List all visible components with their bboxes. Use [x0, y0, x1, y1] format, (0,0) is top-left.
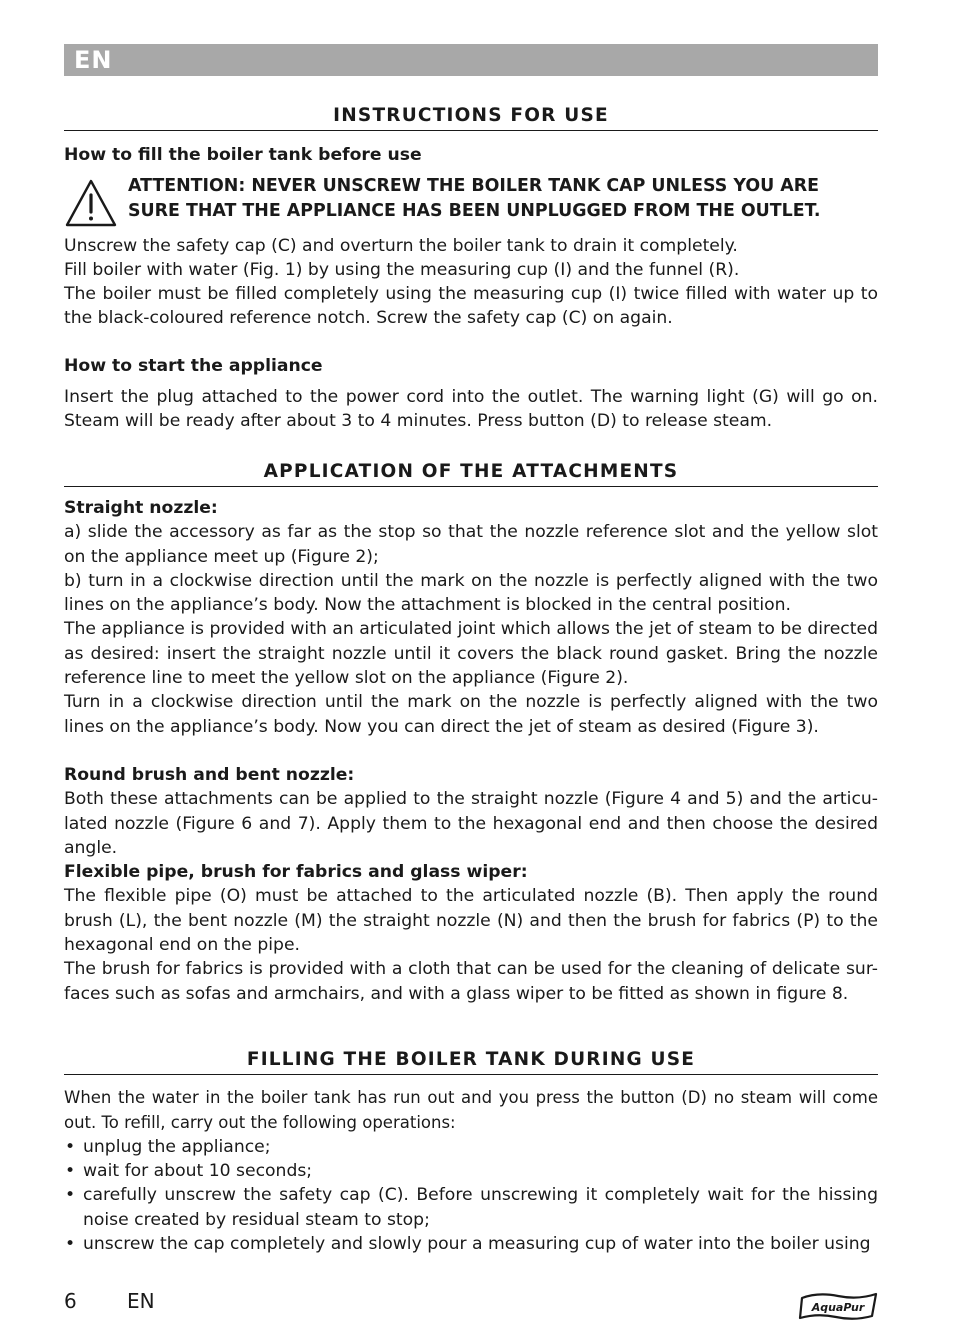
- section-title-instructions: INSTRUCTIONS FOR USE: [64, 104, 878, 131]
- warning-text: [128, 174, 820, 224]
- subtitle-straight-nozzle: Straight nozzle:: [64, 497, 218, 518]
- paragraph-turn: Turn in a clockwise direction until the mark on the nozzle is perfectly aligned with the two lines on the appliance’s body. Now you can direct the jet of steam as desired (Figure 3).: [64, 692, 878, 737]
- language-header-bar: [64, 44, 878, 76]
- logo-text: AquaPur: [811, 1301, 865, 1314]
- warning-line-1: ATTENTION: NEVER UNSCREW THE BOILER TANK CAP UNLESS YOU ARE: [128, 175, 820, 196]
- language-label: EN: [74, 46, 113, 74]
- list-item: • unscrew the cap completely and slowly pour a measuring cup of water into the boiler using: [64, 1232, 878, 1256]
- page-content: [64, 104, 878, 1256]
- refill-steps-list: [64, 1135, 878, 1256]
- paragraph-step-b: b) turn in a clockwise direction until the mark on the nozzle is perfectly aligned with the two lines on the appliance’s body. Now the attachment is blocked in the central position.: [64, 570, 878, 616]
- paragraph-flexible-pipe: The flexible pipe (O) must be attached to the articulated nozzle (B). Then apply the round brush (L), the bent nozzle (M) the straight nozzle (N) and then the brush for fabrics (P) to the hexagonal end on the pipe.: [64, 886, 878, 956]
- list-item: • wait for about 10 seconds;: [64, 1159, 878, 1183]
- paragraph-start: Insert the plug attached to the power cord into the outlet. The warning light (G) will go on. Steam will be ready after about 3 to 4 minutes. Press button (D) to release steam.: [64, 387, 878, 432]
- list-item: • carefully unscrew the safety cap (C). Before unscrewing it completely wait for the hissing noise created by residual steam to stop;: [64, 1183, 878, 1232]
- warning-block: [64, 174, 878, 228]
- subtitle-start-appliance: How to start the appliance: [64, 355, 323, 376]
- paragraph-refill: When the water in the boiler tank has run out and you press the button (D) no steam will come out. To refill, carry out the following operations:: [64, 1088, 878, 1132]
- paragraph-fill: Fill boiler with water (Fig. 1) by using the measuring cup (I) and the funnel (R).: [64, 259, 740, 280]
- warning-line-2: SURE THAT THE APPLIANCE HAS BEEN UNPLUGGED FROM THE OUTLET.: [128, 200, 821, 221]
- paragraph-articulated: The appliance is provided with an articulated joint which allows the jet of steam to be directed as desired: insert the straight nozzle until it covers the black round gasket. Bring the nozzle reference line to meet the yellow slot on the appliance (Figure 2).: [64, 619, 878, 689]
- subtitle-flexible-pipe: Flexible pipe, brush for fabrics and glass wiper:: [64, 862, 528, 883]
- footer-language: EN: [127, 1289, 155, 1313]
- subtitle-round-brush: Round brush and bent nozzle:: [64, 764, 355, 785]
- warning-triangle-icon: [64, 178, 118, 228]
- section-title-filling: FILLING THE BOILER TANK DURING USE: [64, 1048, 878, 1075]
- paragraph-step-a: a) slide the accessory as far as the stop so that the nozzle reference slot and the yellow slot on the appliance meet up (Figure 2);: [64, 522, 878, 567]
- page-number: 6: [64, 1289, 77, 1313]
- subtitle-fill-boiler: How to fill the boiler tank before use: [64, 145, 422, 166]
- section-title-attachments: APPLICATION OF THE ATTACHMENTS: [64, 460, 878, 487]
- list-item: • unplug the appliance;: [64, 1135, 878, 1159]
- paragraph-drain: Unscrew the safety cap (C) and overturn the boiler tank to drain it completely.: [64, 235, 738, 256]
- paragraph-fill-complete: The boiler must be filled completely using the measuring cup (I) twice filled with water up to the black-coloured reference notch. Screw the safety cap (C) on again.: [64, 284, 878, 329]
- aquapur-logo: [798, 1290, 880, 1322]
- paragraph-cloth: The brush for fabrics is provided with a cloth that can be used for the cleaning of delicate sur-faces such as sofas and armchairs, and with a glass wiper to be fitted as shown in figure 8.: [64, 959, 878, 1004]
- paragraph-round-brush: Both these attachments can be applied to the straight nozzle (Figure 4 and 5) and the articu-lated nozzle (Figure 6 and 7). Apply them to the hexagonal end and then choose the desired angle.: [64, 789, 878, 858]
